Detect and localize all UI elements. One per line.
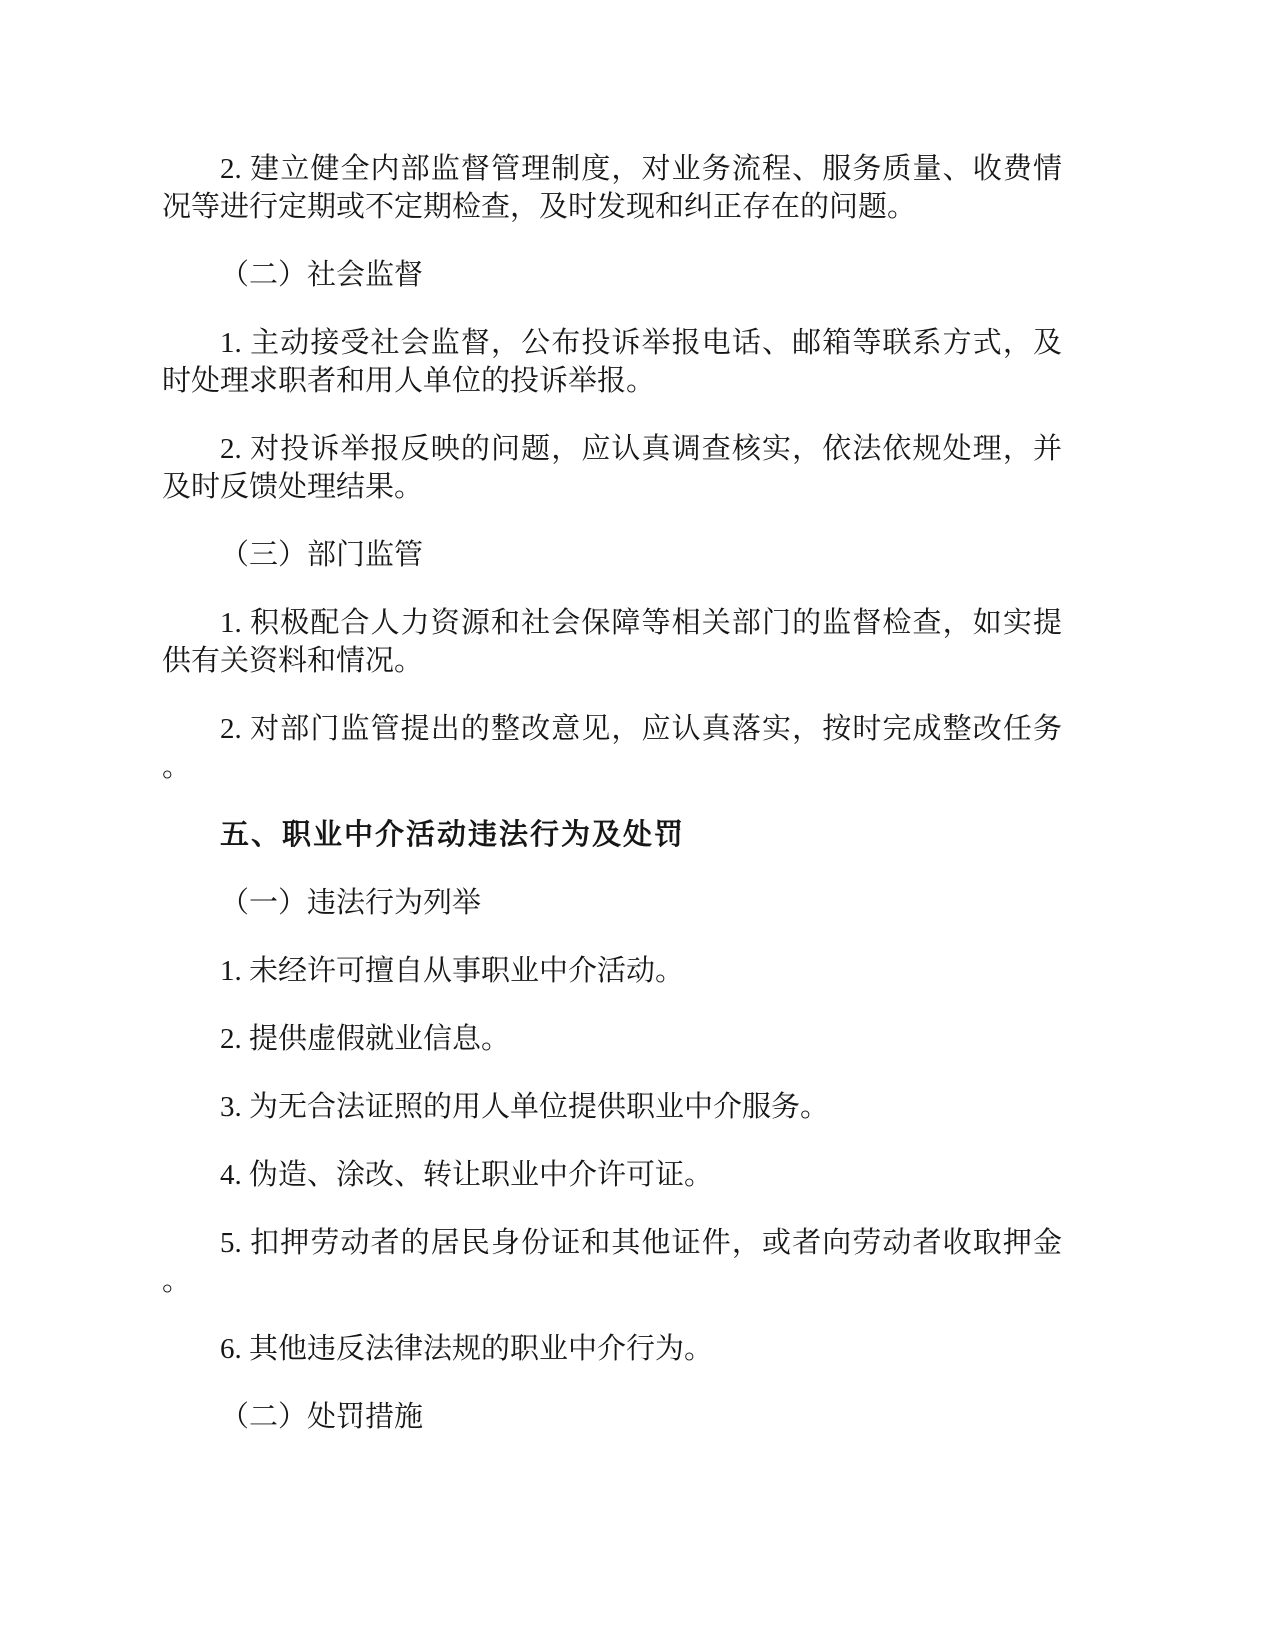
text-line: 2. 提供虚假就业信息。	[220, 1023, 511, 1055]
text-line: 6. 其他违反法律法规的职业中介行为。	[220, 1333, 714, 1365]
paragraph	[162, 324, 1062, 400]
paragraph	[162, 430, 1062, 506]
text-line: 3. 为无合法证照的用人单位提供职业中介服务。	[220, 1091, 830, 1123]
text-line: 1. 未经许可擅自从事职业中介活动。	[220, 955, 685, 987]
paragraph	[162, 952, 1062, 990]
text-line: 。	[162, 751, 192, 783]
paragraph	[162, 1088, 1062, 1126]
text-line: 5. 扣押劳动者的居民身份证和其他证件，或者向劳动者收取押金	[220, 1227, 1062, 1259]
text-line: 及时反馈处理结果。	[162, 471, 424, 503]
paragraph	[162, 150, 1062, 226]
paragraph	[162, 1398, 1062, 1436]
text-line: 2. 建立健全内部监督管理制度，对业务流程、服务质量、收费情	[220, 153, 1062, 185]
paragraph	[162, 1330, 1062, 1368]
section-heading	[162, 816, 1062, 854]
paragraph	[162, 536, 1062, 574]
paragraph	[162, 1020, 1062, 1058]
text-line: 1. 主动接受社会监督，公布投诉举报电话、邮箱等联系方式，及	[220, 327, 1062, 359]
text-line: 时处理求职者和用人单位的投诉举报。	[162, 365, 656, 397]
document-content	[162, 150, 1062, 1466]
text-line: 2. 对投诉举报反映的问题，应认真调查核实，依法依规处理，并	[220, 433, 1062, 465]
paragraph	[162, 710, 1062, 786]
text-line: （一）违法行为列举	[220, 887, 482, 919]
text-line: 五、职业中介活动违法行为及处罚	[220, 819, 686, 851]
paragraph	[162, 884, 1062, 922]
text-line: （二）社会监督	[220, 259, 424, 291]
paragraph	[162, 1224, 1062, 1300]
text-line: 供有关资料和情况。	[162, 645, 424, 677]
text-line: 。	[162, 1265, 192, 1297]
text-line: 4. 伪造、涂改、转让职业中介许可证。	[220, 1159, 714, 1191]
text-line: （三）部门监管	[220, 539, 424, 571]
text-line: 2. 对部门监管提出的整改意见，应认真落实，按时完成整改任务	[220, 713, 1062, 745]
text-line: 况等进行定期或不定期检查，及时发现和纠正存在的问题。	[162, 191, 917, 223]
text-line: （二）处罚措施	[220, 1401, 424, 1433]
text-line: 1. 积极配合人力资源和社会保障等相关部门的监督检查，如实提	[220, 607, 1062, 639]
paragraph	[162, 1156, 1062, 1194]
paragraph	[162, 256, 1062, 294]
paragraph	[162, 604, 1062, 680]
